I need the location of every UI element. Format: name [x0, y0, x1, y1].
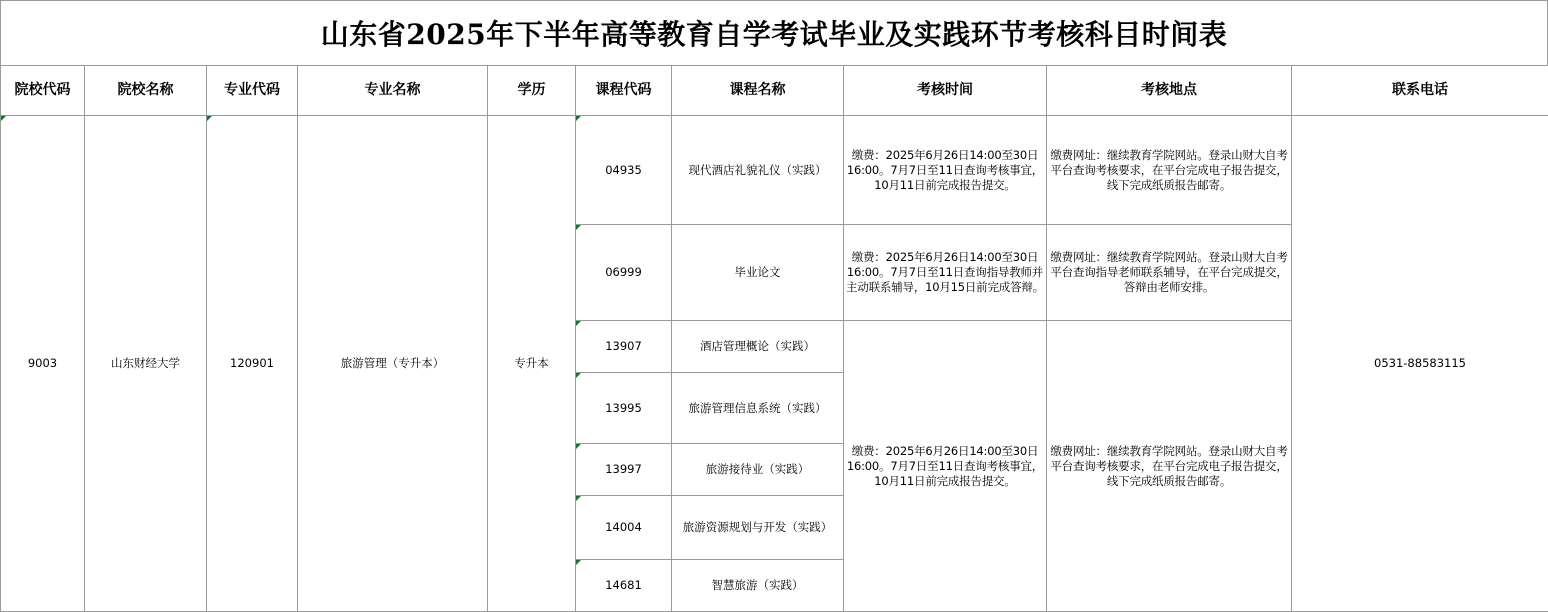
exam-place-cell: 缴费网址：继续教育学院网站。登录山财大自考平台查询考核要求，在平台完成电子报告提交，线下完成纸质报告邮寄。	[1047, 321, 1292, 612]
course-name-cell: 酒店管理概论（实践）	[672, 321, 844, 373]
header-phone: 联系电话	[1292, 66, 1548, 116]
level-cell: 专升本	[488, 116, 576, 612]
page-title: 山东省2025年下半年高等教育自学考试毕业及实践环节考核科目时间表	[0, 0, 1548, 65]
header-exam-place: 考核地点	[1047, 66, 1292, 116]
header-school-code: 院校代码	[1, 66, 85, 116]
course-code-cell: 13995	[576, 373, 672, 444]
schedule-table	[0, 65, 1548, 612]
course-code-cell: 04935	[576, 116, 672, 225]
header-row	[1, 66, 1548, 116]
header-school-name: 院校名称	[85, 66, 207, 116]
header-course-code: 课程代码	[576, 66, 672, 116]
exam-place-cell: 缴费网址：继续教育学院网站。登录山财大自考平台查询考核要求，在平台完成电子报告提交，线下完成纸质报告邮寄。	[1047, 116, 1292, 225]
major-code-cell: 120901	[207, 116, 298, 612]
exam-time-cell: 缴费：2025年6月26日14:00至30日16:00。7月7日至11日查询考核事宜，10月11日前完成报告提交。	[844, 321, 1047, 612]
header-major-code: 专业代码	[207, 66, 298, 116]
school-name-cell: 山东财经大学	[85, 116, 207, 612]
header-exam-time: 考核时间	[844, 66, 1047, 116]
course-code-cell: 13997	[576, 444, 672, 496]
exam-time-cell: 缴费：2025年6月26日14:00至30日16:00。7月7日至11日查询考核事宜，10月11日前完成报告提交。	[844, 116, 1047, 225]
course-name-cell: 毕业论文	[672, 225, 844, 321]
header-major-name: 专业名称	[298, 66, 488, 116]
course-code-cell: 14681	[576, 560, 672, 612]
course-name-cell: 旅游资源规划与开发（实践）	[672, 496, 844, 560]
header-course-name: 课程名称	[672, 66, 844, 116]
table-row	[1, 116, 1548, 225]
phone-cell: 0531-88583115	[1292, 116, 1548, 612]
course-name-cell: 智慧旅游（实践）	[672, 560, 844, 612]
course-name-cell: 旅游管理信息系统（实践）	[672, 373, 844, 444]
header-level: 学历	[488, 66, 576, 116]
school-code-cell: 9003	[1, 116, 85, 612]
course-code-cell: 13907	[576, 321, 672, 373]
course-name-cell: 旅游接待业（实践）	[672, 444, 844, 496]
course-name-cell: 现代酒店礼貌礼仪（实践）	[672, 116, 844, 225]
course-code-cell: 14004	[576, 496, 672, 560]
course-code-cell: 06999	[576, 225, 672, 321]
major-name-cell: 旅游管理（专升本）	[298, 116, 488, 612]
exam-place-cell: 缴费网址：继续教育学院网站。登录山财大自考平台查询指导老师联系辅导，在平台完成提交，答辩由老师安排。	[1047, 225, 1292, 321]
exam-time-cell: 缴费：2025年6月26日14:00至30日16:00。7月7日至11日查询指导教师并主动联系辅导，10月15日前完成答辩。	[844, 225, 1047, 321]
